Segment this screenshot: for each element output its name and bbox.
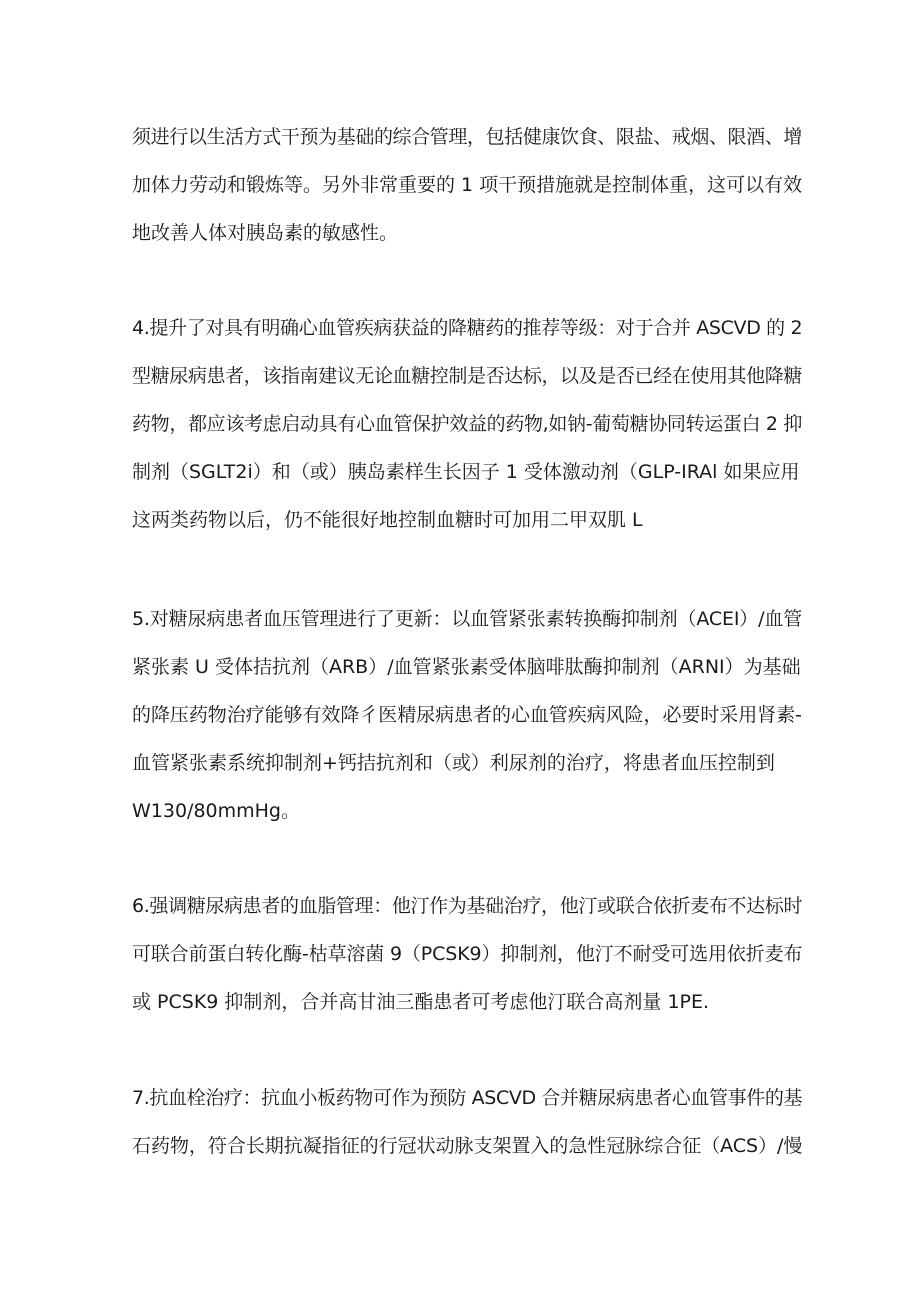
paragraph-item-5 — [132, 595, 802, 835]
text-line: 5.对糖尿病患者血压管理进行了更新：以血管紧张素转换酶抑制剂（ACEI）/血管 — [132, 608, 803, 630]
text-line: 血管紧张素系统抑制剂+钙拮抗剂和（或）利尿剂的治疗，将患者血压控制到 — [132, 752, 775, 774]
text-line: 或 PCSK9 抑制剂，合并高甘油三酯患者可考虑他汀联合高剂量 1PE. — [132, 991, 710, 1013]
paragraph-item-7 — [132, 1074, 802, 1170]
text-line: 须进行以生活方式干预为基础的综合管理，包括健康饮食、限盐、戒烟、限酒、增 — [132, 126, 803, 148]
text-line: 的降压药物治疗能够有效降彳医精尿病患者的心血管疾病风险，必要时采用肾素- — [132, 704, 802, 726]
text-line: 可联合前蛋白转化酶-枯草溶菌 9（PCSK9）抑制剂，他汀不耐受可选用依折麦布 — [132, 943, 803, 965]
text-line: 加体力劳动和锻炼等。另外非常重要的 1 项干预措施就是控制体重，这可以有效 — [132, 174, 803, 196]
text-line: 7.抗血栓治疗：抗血小板药物可作为预防 ASCVD 合并糖尿病患者心血管事件的基 — [132, 1087, 803, 1109]
text-line: 4.提升了对具有明确心血管疾病获益的降糖药的推荐等级：对于合并 ASCVD 的 2 — [132, 317, 803, 339]
text-line: 地改善人体对胰岛素的敏感性。 — [132, 222, 399, 244]
paragraph-item-6 — [132, 882, 802, 1026]
text-line: W130/80mmHg。 — [132, 800, 300, 822]
paragraph-item-4 — [132, 304, 802, 544]
text-line: 制剂（SGLT2i）和（或）胰岛素样生长因子 1 受体激动剂（GLP-IRAl 如果应用 — [132, 461, 800, 483]
text-line: 紧张素 U 受体拮抗剂（ARB）/血管紧张素受体脑啡肽酶抑制剂（ARNI）为基础 — [132, 656, 801, 678]
text-line: 石药物，符合长期抗凝指征的行冠状动脉支架置入的急性冠脉综合征（ACS）/慢 — [132, 1135, 803, 1157]
text-line: 型糖尿病患者，该指南建议无论血糖控制是否达标，以及是否已经在使用其他降糖 — [132, 365, 803, 387]
text-line: 药物，都应该考虑启动具有心血管保护效益的药物,如钠-葡萄糖协同转运蛋白 2 抑 — [132, 413, 803, 435]
text-line: 这两类药物以后，仍不能很好地控制血糖时可加用二甲双肌 L — [132, 509, 643, 531]
paragraph-lifestyle — [132, 113, 802, 257]
text-line: 6.强调糖尿病患者的血脂管理：他汀作为基础治疗，他汀或联合依折麦布不达标时 — [132, 895, 803, 917]
